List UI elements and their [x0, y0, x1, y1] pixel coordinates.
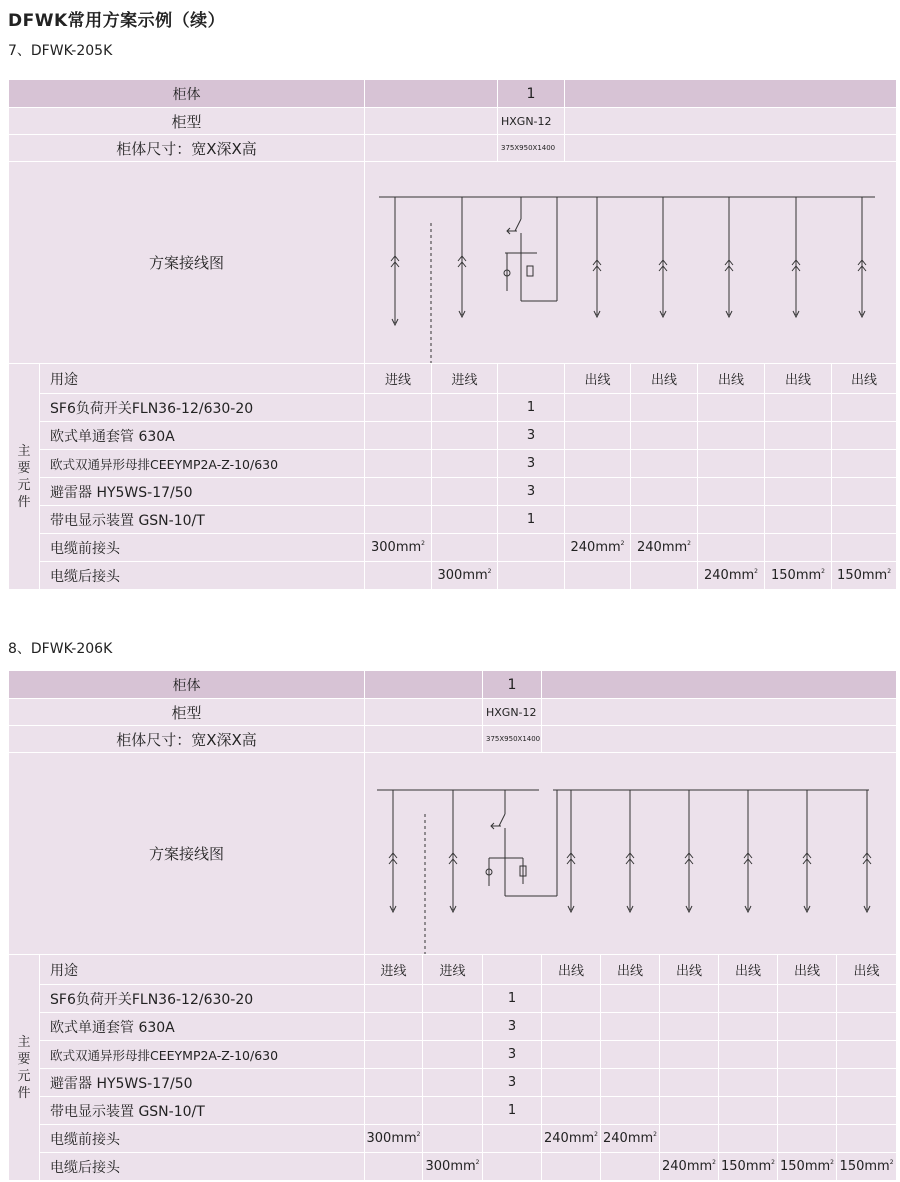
feeder-4: [626, 790, 634, 912]
cable-front-cell: $240mm^2$: [601, 1125, 660, 1153]
feeder-7: [803, 790, 811, 912]
feeder-8: [863, 790, 871, 912]
usage-cell: [498, 364, 565, 394]
cable-front-row: [9, 534, 897, 562]
component-name: SF6负荷开关FLN36-12/630-20: [40, 394, 365, 422]
cable-front-row: [9, 1125, 897, 1153]
component-row: [9, 478, 897, 506]
cable-rear-cell: $150mm^2$: [832, 562, 897, 590]
usage-cell: [483, 955, 542, 985]
usage-cell: 出线: [765, 364, 832, 394]
feeder-3: [593, 197, 601, 317]
usage-cell: 出线: [698, 364, 765, 394]
component-name: 避雷器 HY5WS-17/50: [40, 478, 365, 506]
usage-row: [9, 955, 897, 985]
cable-rear-cell: $150mm^2$: [837, 1153, 897, 1181]
diagram-label: 方案接线图: [9, 162, 365, 364]
main-components-label: 主要元件: [9, 364, 40, 590]
usage-cell: 出线: [542, 955, 601, 985]
usage-cell: 出线: [660, 955, 719, 985]
size-row: [9, 135, 897, 162]
usage-cell: 进线: [365, 955, 423, 985]
cabinet-value: 1: [483, 671, 542, 699]
component-row: [9, 450, 897, 478]
cable-rear-row: [9, 562, 897, 590]
cable-front-label: 电缆前接头: [40, 1125, 365, 1153]
feeder-5: [725, 197, 733, 317]
feeder-4: [659, 197, 667, 317]
component-name: 欧式双通异形母排CEEYMP2A-Z-10/630: [40, 450, 365, 478]
component-qty: 1: [498, 394, 565, 422]
component-name: 带电显示装置 GSN-10/T: [40, 506, 365, 534]
feeder-1: [389, 790, 397, 912]
component-qty: 1: [498, 506, 565, 534]
component-qty: 1: [483, 1097, 542, 1125]
load-switch: [504, 197, 557, 301]
component-row: [9, 1069, 897, 1097]
usage-cell: 出线: [565, 364, 631, 394]
cable-rear-cell: $150mm^2$: [778, 1153, 837, 1181]
feeder-2: [449, 790, 457, 912]
diagram-label: 方案接线图: [9, 753, 365, 955]
model-value: HXGN-12: [498, 108, 565, 135]
size-value: 375X950X1400: [498, 135, 565, 162]
cable-rear-cell: $240mm^2$: [660, 1153, 719, 1181]
feeder-7: [858, 197, 866, 317]
cable-front-cell: $300mm^2$: [365, 1125, 423, 1153]
size-label: 柜体尺寸：宽X深X高: [9, 726, 365, 753]
component-row: [9, 506, 897, 534]
wiring-diagram-206k: [365, 753, 897, 955]
component-row: [9, 1097, 897, 1125]
usage-label: 用途: [40, 364, 365, 394]
cable-rear-cell: $300mm^2$: [423, 1153, 483, 1181]
load-switch: [486, 790, 557, 896]
model-label: 柜型: [9, 699, 365, 726]
component-row: [9, 985, 897, 1013]
component-row: [9, 1041, 897, 1069]
component-row: [9, 1013, 897, 1041]
component-qty: 1: [483, 985, 542, 1013]
cable-rear-row: [9, 1153, 897, 1181]
component-name: 欧式单通套管 630A: [40, 422, 365, 450]
model-row: [9, 108, 897, 135]
size-row: [9, 726, 897, 753]
size-label: 柜体尺寸：宽X深X高: [9, 135, 365, 162]
component-name: 避雷器 HY5WS-17/50: [40, 1069, 365, 1097]
cable-front-label: 电缆前接头: [40, 534, 365, 562]
usage-cell: 出线: [631, 364, 698, 394]
cable-front-cell: $240mm^2$: [565, 534, 631, 562]
component-qty: 3: [483, 1041, 542, 1069]
scheme-table-205k: [8, 79, 897, 590]
cable-rear-cell: $150mm^2$: [719, 1153, 778, 1181]
cabinet-row: [9, 671, 897, 699]
cable-rear-label: 电缆后接头: [40, 1153, 365, 1181]
section-title-206k: 8、DFWK-206K: [8, 641, 113, 657]
usage-cell: 进线: [432, 364, 498, 394]
cable-rear-cell: $150mm^2$: [765, 562, 832, 590]
usage-row: [9, 364, 897, 394]
model-row: [9, 699, 897, 726]
component-row: [9, 394, 897, 422]
usage-cell: 进线: [365, 364, 432, 394]
cable-front-cell: $240mm^2$: [631, 534, 698, 562]
usage-cell: 出线: [719, 955, 778, 985]
component-qty: 3: [483, 1013, 542, 1041]
cabinet-value: 1: [498, 80, 565, 108]
cable-front-cell: $240mm^2$: [542, 1125, 601, 1153]
diagram-row: [9, 753, 897, 955]
feeder-6: [792, 197, 800, 317]
model-label: 柜型: [9, 108, 365, 135]
model-value: HXGN-12: [483, 699, 542, 726]
component-name: 带电显示装置 GSN-10/T: [40, 1097, 365, 1125]
usage-cell: 出线: [601, 955, 660, 985]
feeder-2: [458, 197, 466, 317]
cabinet-label: 柜体: [9, 80, 365, 108]
section-title-205k: 7、DFWK-205K: [8, 43, 113, 59]
usage-cell: 出线: [837, 955, 897, 985]
feeder-6: [744, 790, 752, 912]
cabinet-label: 柜体: [9, 671, 365, 699]
main-components-label: 主要元件: [9, 955, 40, 1181]
feeder-3: [567, 790, 575, 912]
wiring-diagram-svg: [365, 163, 896, 363]
component-qty: 3: [498, 450, 565, 478]
usage-label: 用途: [40, 955, 365, 985]
cable-rear-cell: $300mm^2$: [432, 562, 498, 590]
component-row: [9, 422, 897, 450]
component-qty: 3: [498, 478, 565, 506]
feeder-1: [391, 197, 399, 325]
cabinet-row: [9, 80, 897, 108]
size-value: 375X950X1400: [483, 726, 542, 753]
usage-cell: 出线: [778, 955, 837, 985]
component-qty: 3: [483, 1069, 542, 1097]
cable-front-cell: $300mm^2$: [365, 534, 432, 562]
wiring-diagram-205k: [365, 162, 897, 364]
page-title: DFWK常用方案示例（续）: [8, 11, 226, 31]
component-qty: 3: [498, 422, 565, 450]
scheme-table-206k: [8, 670, 897, 1181]
diagram-row: [9, 162, 897, 364]
usage-cell: 进线: [423, 955, 483, 985]
usage-cell: 出线: [832, 364, 897, 394]
cable-rear-label: 电缆后接头: [40, 562, 365, 590]
component-name: 欧式单通套管 630A: [40, 1013, 365, 1041]
feeder-5: [685, 790, 693, 912]
wiring-diagram-svg: [365, 754, 896, 954]
component-name: 欧式双通异形母排CEEYMP2A-Z-10/630: [40, 1041, 365, 1069]
cable-rear-cell: $240mm^2$: [698, 562, 765, 590]
component-name: SF6负荷开关FLN36-12/630-20: [40, 985, 365, 1013]
